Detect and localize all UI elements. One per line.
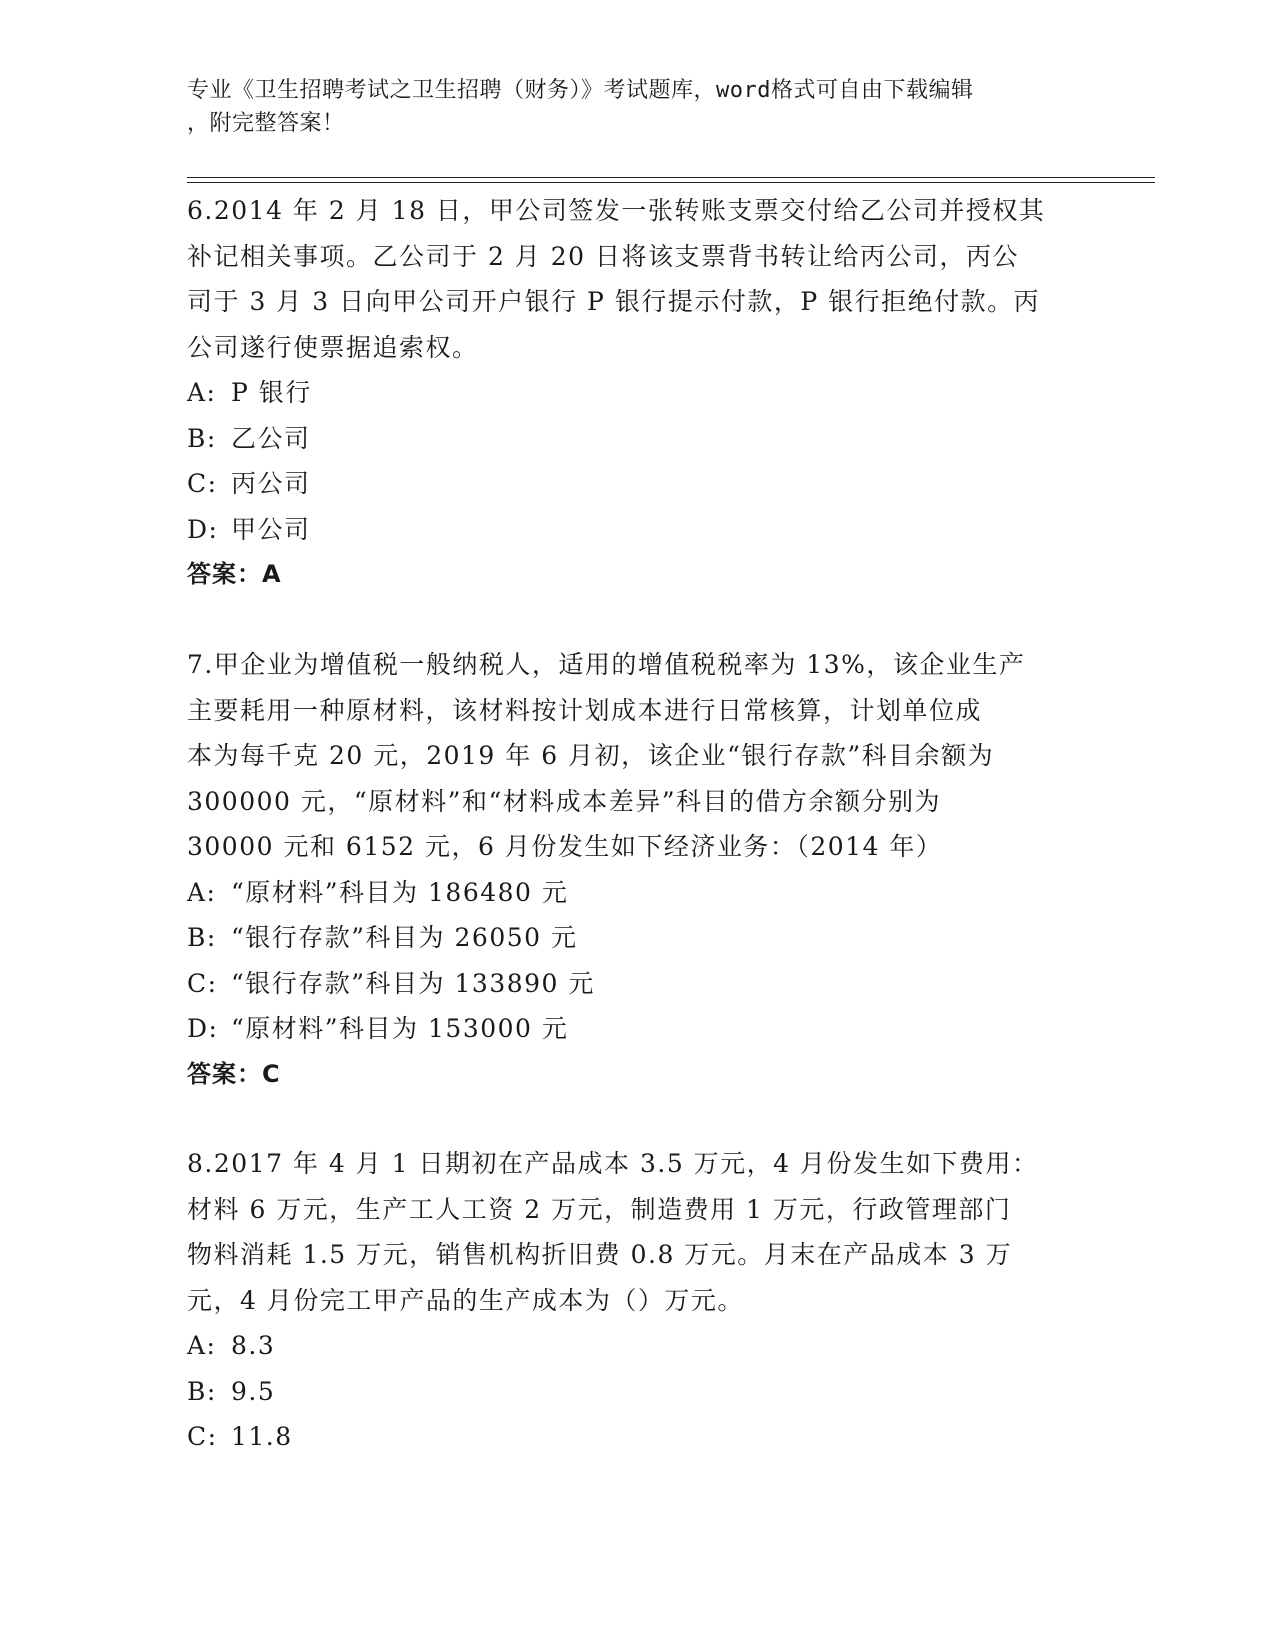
option-letter: B:	[187, 1376, 217, 1406]
stem-line: 材料 6 万元，生产工人工资 2 万元，制造费用 1 万元，行政管理部门	[187, 1194, 1012, 1224]
header-divider	[187, 182, 1155, 183]
option-letter: C:	[187, 469, 218, 498]
header-line: ，附完整答案！	[187, 111, 345, 136]
stem-line: 元，4 月份完工甲产品的生产成本为（）万元。	[187, 1285, 744, 1315]
question-stem	[187, 642, 1087, 870]
stem-line: 公司遂行使票据追索权。	[187, 332, 479, 362]
option-c	[187, 461, 1087, 507]
option-text: “银行存款”科目为 26050 元	[231, 923, 578, 952]
stem-line: 30000 元和 6152 元，6 月份发生如下经济业务：（2014 年）	[187, 832, 943, 861]
answer-line: 答案：C	[187, 1059, 281, 1088]
question-stem	[187, 1141, 1087, 1323]
option-letter: D:	[187, 1014, 219, 1043]
option-a	[187, 870, 1087, 916]
option-text: “原材料”科目为 153000 元	[231, 1014, 569, 1043]
option-text: 甲公司	[231, 514, 311, 544]
stem-line: 司于 3 月 3 日向甲公司开户银行 P 银行提示付款，P 银行拒绝付款。丙	[187, 287, 1041, 316]
option-letter: A:	[187, 378, 217, 407]
option-b	[187, 416, 1087, 462]
header-line: 专业《卫生招聘考试之卫生招聘（财务）》考试题库，word格式可自由下载编辑	[187, 78, 974, 103]
question-stem	[187, 188, 1087, 370]
option-letter: A:	[187, 877, 217, 907]
option-text: 9.5	[231, 1376, 276, 1406]
stem-line: 300000 元，“原材料”和“材料成本差异”科目的借方余额分别为	[187, 786, 942, 816]
option-text: “银行存款”科目为 133890 元	[231, 968, 595, 998]
stem-line: 8.2017 年 4 月 1 日期初在产品成本 3.5 万元，4 月份发生如下费用：	[187, 1149, 1039, 1178]
option-text: 11.8	[231, 1422, 293, 1451]
option-b	[187, 1369, 1087, 1415]
option-a	[187, 370, 1087, 416]
option-text: 丙公司	[231, 469, 311, 498]
option-letter: B:	[187, 423, 217, 453]
option-letter: D:	[187, 514, 219, 544]
option-text: “原材料”科目为 186480 元	[231, 877, 569, 907]
option-text: P 银行	[231, 378, 312, 407]
answer-line: 答案：A	[187, 560, 282, 588]
option-b	[187, 915, 1087, 961]
header-divider	[187, 177, 1155, 178]
option-a	[187, 1323, 1087, 1369]
option-text: 乙公司	[231, 423, 311, 453]
option-c	[187, 1414, 1087, 1460]
question-6	[187, 188, 1087, 598]
stem-line: 主要耗用一种原材料，该材料按计划成本进行日常核算，计划单位成	[187, 695, 983, 725]
question-8	[187, 1141, 1087, 1460]
option-c	[187, 961, 1087, 1007]
stem-line: 6.2014 年 2 月 18 日，甲公司签发一张转账支票交付给乙公司并授权其	[187, 196, 1046, 225]
option-d	[187, 507, 1087, 553]
option-d	[187, 1006, 1087, 1052]
question-7	[187, 642, 1087, 1097]
option-letter: C:	[187, 968, 218, 998]
option-text: 8.3	[231, 1331, 276, 1360]
option-letter: C:	[187, 1422, 218, 1451]
stem-line: 补记相关事项。乙公司于 2 月 20 日将该支票背书转让给丙公司，丙公	[187, 241, 1020, 271]
stem-line: 物料消耗 1.5 万元，销售机构折旧费 0.8 万元。月末在产品成本 3 万	[187, 1240, 1013, 1269]
option-letter: B:	[187, 923, 217, 952]
option-letter: A:	[187, 1331, 217, 1360]
document-header	[187, 74, 1067, 140]
stem-line: 本为每千克 20 元，2019 年 6 月初，该企业“银行存款”科目余额为	[187, 741, 995, 770]
stem-line: 7.甲企业为增值税一般纳税人，适用的增值税税率为 13%，该企业生产	[187, 650, 1026, 679]
